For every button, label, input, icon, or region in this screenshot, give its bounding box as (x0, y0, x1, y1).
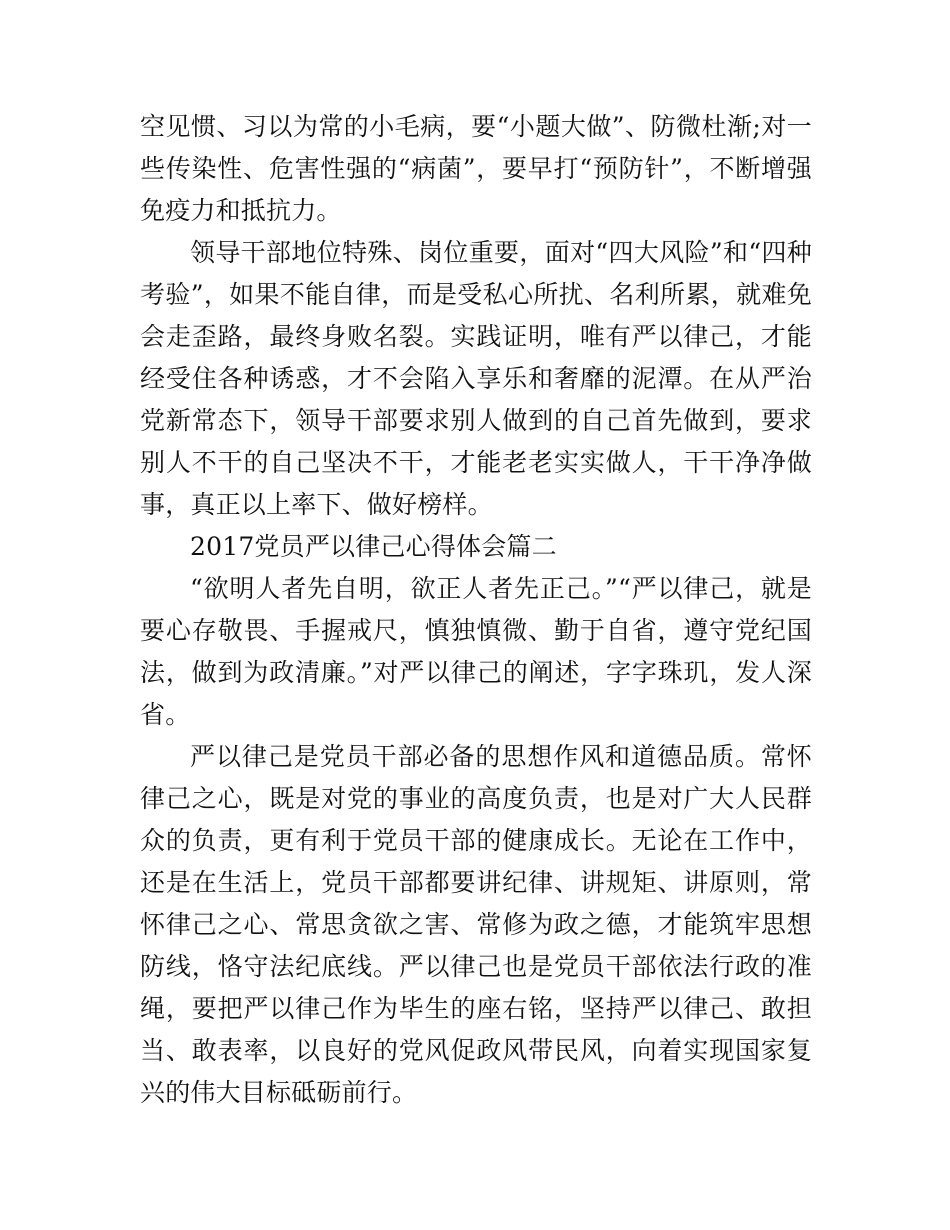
paragraph-self-discipline: 严以律己是党员干部必备的思想作风和道德品质。常怀律己之心，既是对党的事业的高度负责，也是对广大人民群众的负责，更有利于党员干部的健康成长。无论在工作中，还是在生活上，党员干部都要讲纪律、讲规矩、讲原则，常怀律己之心、常思贪欲之害、常修为政之德，才能筑牢思想防线，恪守法纪底线。严以律己也是党员干部依法行政的准绳，要把严以律己作为毕生的座右铭，坚持严以律己、敢担当、敢表率，以良好的党风促政风带民风，向着实现国家复兴的伟大目标砥砺前行。 (140, 742, 812, 1107)
paragraph-leadership: 领导干部地位特殊、岗位重要，面对“四大风险”和“四种考验”，如果不能自律，而是受私心所扰、名利所累，就难免会走歪路，最终身败名裂。实践证明，唯有严以律己，才能经受住各种诱惑，才不会陷入享乐和奢靡的泥潭。在从严治党新常态下，领导干部要求别人做到的自己首先做到，要求别人不干的自己坚决不干，才能老老实实做人，干干净净做事，真正以上率下、做好榜样。 (140, 238, 812, 519)
paragraph-continuation: 空见惯、习以为常的小毛病，要“小题大做”、防微杜渐;对一些传染性、危害性强的“病菌”，要早打“预防针”，不断增强免疫力和抵抗力。 (140, 112, 812, 225)
document-page (140, 106, 812, 1114)
section-heading: 2017党员严以律己心得体会篇二 (190, 532, 557, 561)
paragraph-quote: “欲明人者先自明，欲正人者先正己。”“严以律己，就是要心存敬畏、手握戒尺，慎独慎微、勤于自省，遵守党纪国法，做到为政清廉。”对严以律己的阐述，字字珠玑，发人深省。 (140, 574, 812, 729)
